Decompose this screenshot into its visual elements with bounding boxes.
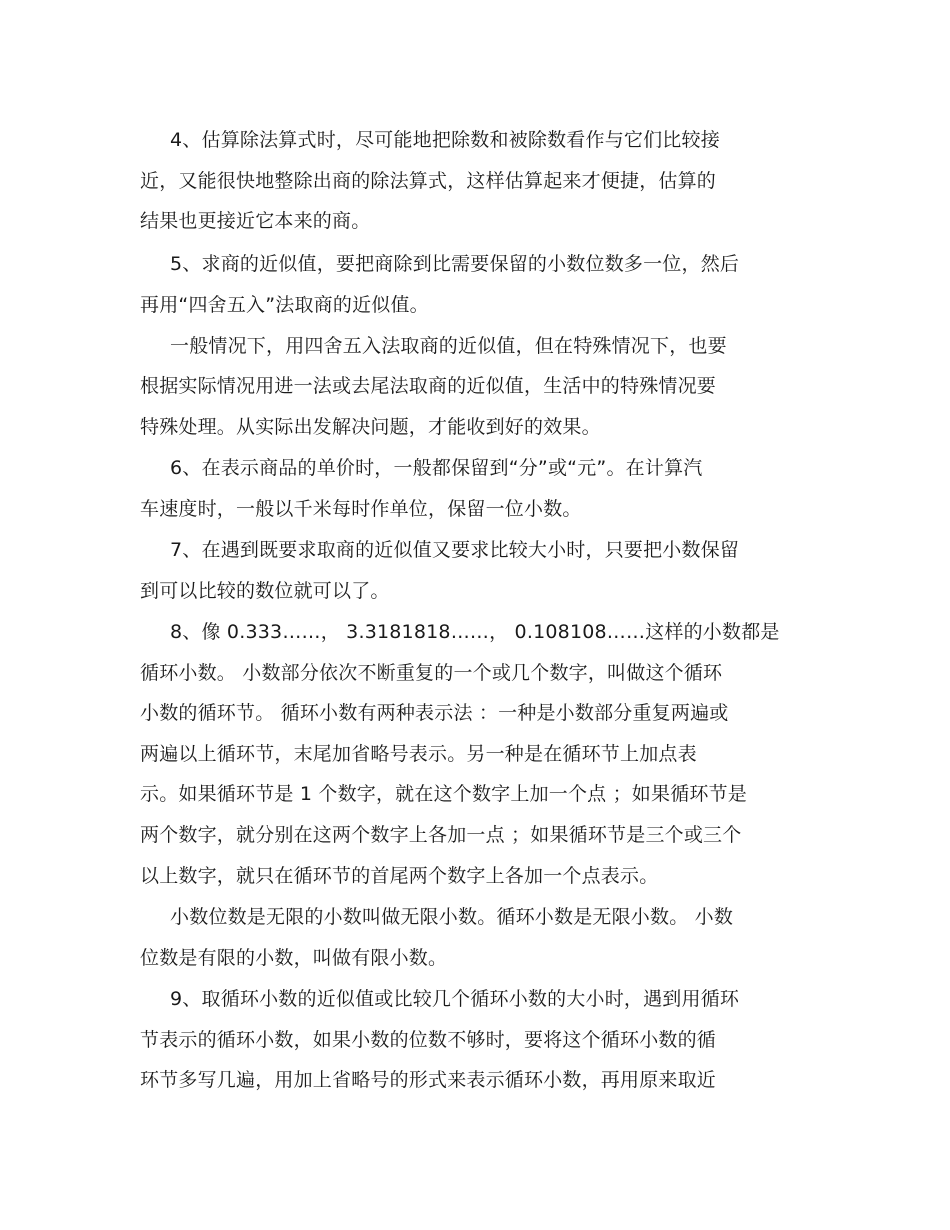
text-line: 两个数字，就分别在这两个数字上各加一点 ；如果循环节是三个或三个 (140, 824, 742, 846)
text-line: 示。如果循环节是 1 个数字，就在这个数字上加一个点 ；如果循环节是 (140, 783, 748, 805)
text-line: 小数的循环节。 循环小数有两种表示法 ：一种是小数部分重复两遍或 (140, 702, 729, 724)
text-line: 7、在遇到既要求取商的近似值又要求比较大小时，只要把小数保留 (170, 539, 740, 561)
text-line: 8、像 0.333……， 3.3181818……， 0.108108……这样的小数都是 (170, 621, 780, 643)
text-line: 环节多写几遍，用加上省略号的形式来表示循环小数，再用原来取近 (140, 1069, 717, 1091)
text-line: 小数位数是无限的小数叫做无限小数。循环小数是无限小数。 小数 (170, 906, 734, 928)
text-line: 节表示的循环小数，如果小数的位数不够时，要将这个循环小数的循 (140, 1029, 717, 1051)
text-line: 再用“四舍五入”法取商的近似值。 (140, 294, 429, 316)
text-line: 循环小数。 小数部分依次不断重复的一个或几个数字，叫做这个循环 (140, 662, 723, 684)
text-line: 9、取循环小数的近似值或比较几个循环小数的大小时，遇到用循环 (170, 988, 740, 1010)
text-line: 6、在表示商品的单价时，一般都保留到“分”或“元”。在计算汽 (170, 457, 703, 479)
text-line: 4、估算除法算式时，尽可能地把除数和被除数看作与它们比较接 (170, 129, 720, 151)
text-line: 到可以比较的数位就可以了。 (140, 580, 390, 602)
text-line: 两遍以上循环节，末尾加省略号表示。另一种是在循环节上加点表 (140, 743, 697, 765)
text-line: 位数是有限的小数，叫做有限小数。 (140, 947, 448, 969)
text-line: 车速度时，一般以千米每时作单位，保留一位小数。 (140, 498, 582, 520)
text-line: 近，又能很快地整除出商的除法算式，这样估算起来才便捷，估算的 (140, 170, 717, 192)
text-line: 根据实际情况用进一法或去尾法取商的近似值，生活中的特殊情况要 (140, 375, 717, 397)
text-line: 特殊处理。从实际出发解决问题，才能收到好的效果。 (140, 416, 601, 438)
text-line: 结果也更接近它本来的商。 (140, 210, 371, 232)
text-line: 一般情况下，用四舍五入法取商的近似值，但在特殊情况下，也要 (170, 335, 727, 357)
text-line: 5、求商的近似值，要把商除到比需要保留的小数位数多一位，然后 (170, 253, 740, 275)
text-line: 以上数字，就只在循环节的首尾两个数字上各加一个点表示。 (140, 865, 659, 887)
